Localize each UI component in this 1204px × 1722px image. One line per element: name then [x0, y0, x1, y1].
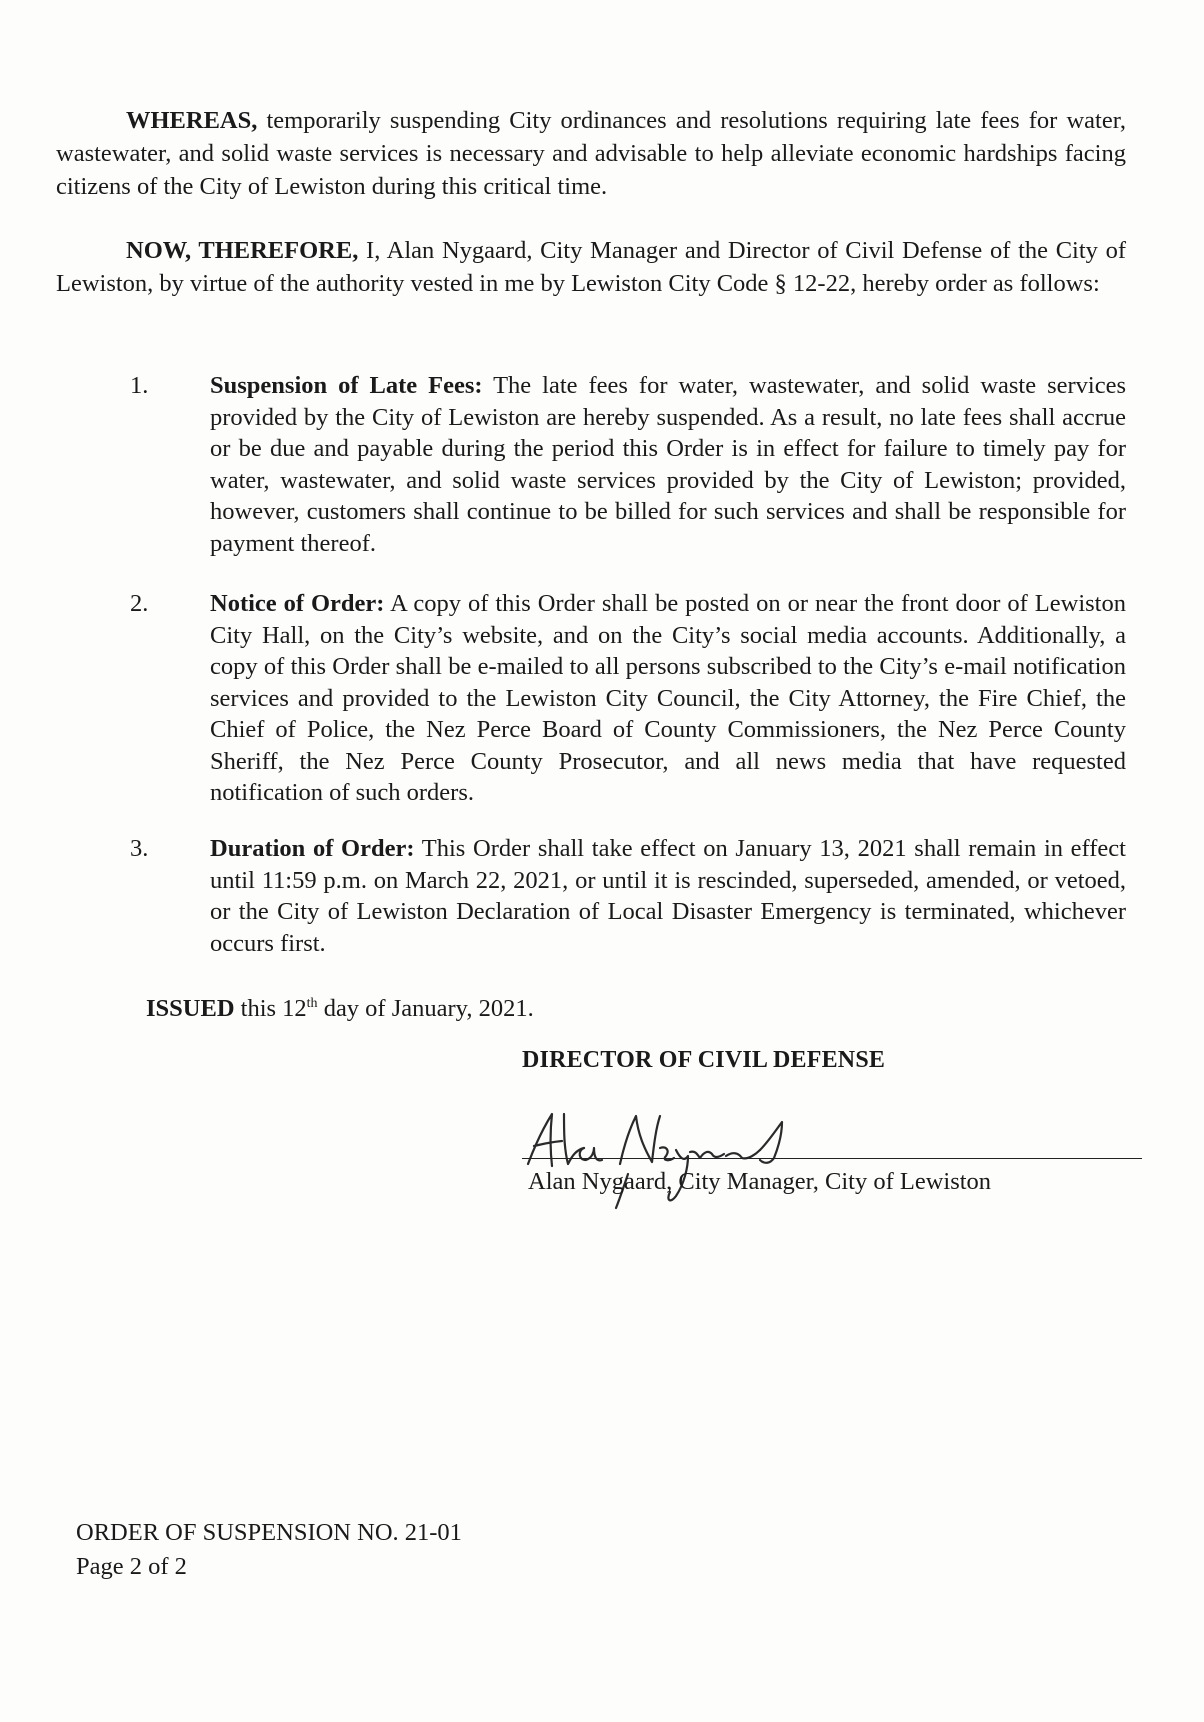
item-number: 2. [130, 590, 149, 617]
item-number: 3. [130, 835, 149, 862]
page-footer [76, 1516, 462, 1584]
signature-caption: Alan Nygaard, City Manager, City of Lewiston [528, 1168, 992, 1195]
signature-heading: DIRECTOR OF CIVIL DEFENSE [522, 1047, 886, 1073]
item-body [210, 370, 1126, 559]
page-number: Page 2 of 2 [76, 1553, 187, 1580]
item-text: The late fees for water, wastewater, and solid waste services provided by the City of Lewiston are hereby suspended. As a result, no late fees shall accrue or be due and payable during the period this Order is in effect for failure to timely pay for water, wastewater, and solid waste services provided by the City of Lewiston; provided, however, customers shall continue to be billed for such services and shall be responsible for payment thereof. [210, 372, 1126, 557]
issued-lead: ISSUED [146, 995, 235, 1022]
item-body [210, 833, 1126, 959]
now-therefore-text: I, Alan Nygaard, City Manager and Director of Civil Defense of the City of Lewiston, by virtue of the authority vested in me by Lewiston City Code § 12-22, hereby order as follows: [56, 237, 1127, 297]
whereas-paragraph [56, 104, 1126, 203]
whereas-text: temporarily suspending City ordinances and resolutions requiring late fees for water, wastewater, and solid waste services is necessary and advisable to help alleviate economic hardships facing citizens of the City of Lewiston during this critical time. [56, 107, 1126, 200]
item-text: A copy of this Order shall be posted on or near the front door of Lewiston City Hall, on the City’s website, and on the City’s social media accounts. Additionally, a copy of this Order shall be e-mailed to all persons subscribed to the City’s e-mail notification services and provided to the Lewiston City Council, the City Attorney, the Fire Chief, the Chief of Police, the Nez Perce Board of County Commissioners, the Nez Perce County Sheriff, the Nez Perce County Prosecutor, and all news media that have requested notification of such orders. [210, 590, 1126, 806]
item-body [210, 588, 1126, 809]
item-title: Notice of Order: [210, 590, 385, 617]
handwritten-signature [520, 1108, 880, 1218]
issued-pre: this 12 [234, 995, 307, 1022]
item-number: 1. [130, 372, 149, 399]
item-text: This Order shall take effect on January 13, 2021 shall remain in effect until 11:59 p.m. on March 22, 2021, or until it is rescinded, superseded, amended, or vetoed, or the City of Lewiston Declaration of Local Disaster Emergency is terminated, whichever occurs first. [210, 835, 1126, 957]
now-therefore-paragraph [56, 234, 1126, 300]
issued-day-suffix: th [306, 996, 318, 1011]
item-title: Duration of Order: [210, 835, 415, 862]
signature-line [522, 1158, 1142, 1159]
now-therefore-lead: NOW, THEREFORE, [126, 237, 359, 264]
issued-post: day of January, 2021. [317, 995, 534, 1022]
whereas-lead: WHEREAS, [126, 107, 258, 134]
order-item-2 [130, 588, 1126, 809]
order-item-1 [130, 370, 1126, 559]
issued-date-line [146, 993, 534, 1025]
order-number: ORDER OF SUSPENSION NO. 21-01 [76, 1519, 462, 1546]
order-item-3 [130, 833, 1126, 959]
item-title: Suspension of Late Fees: [210, 372, 483, 399]
